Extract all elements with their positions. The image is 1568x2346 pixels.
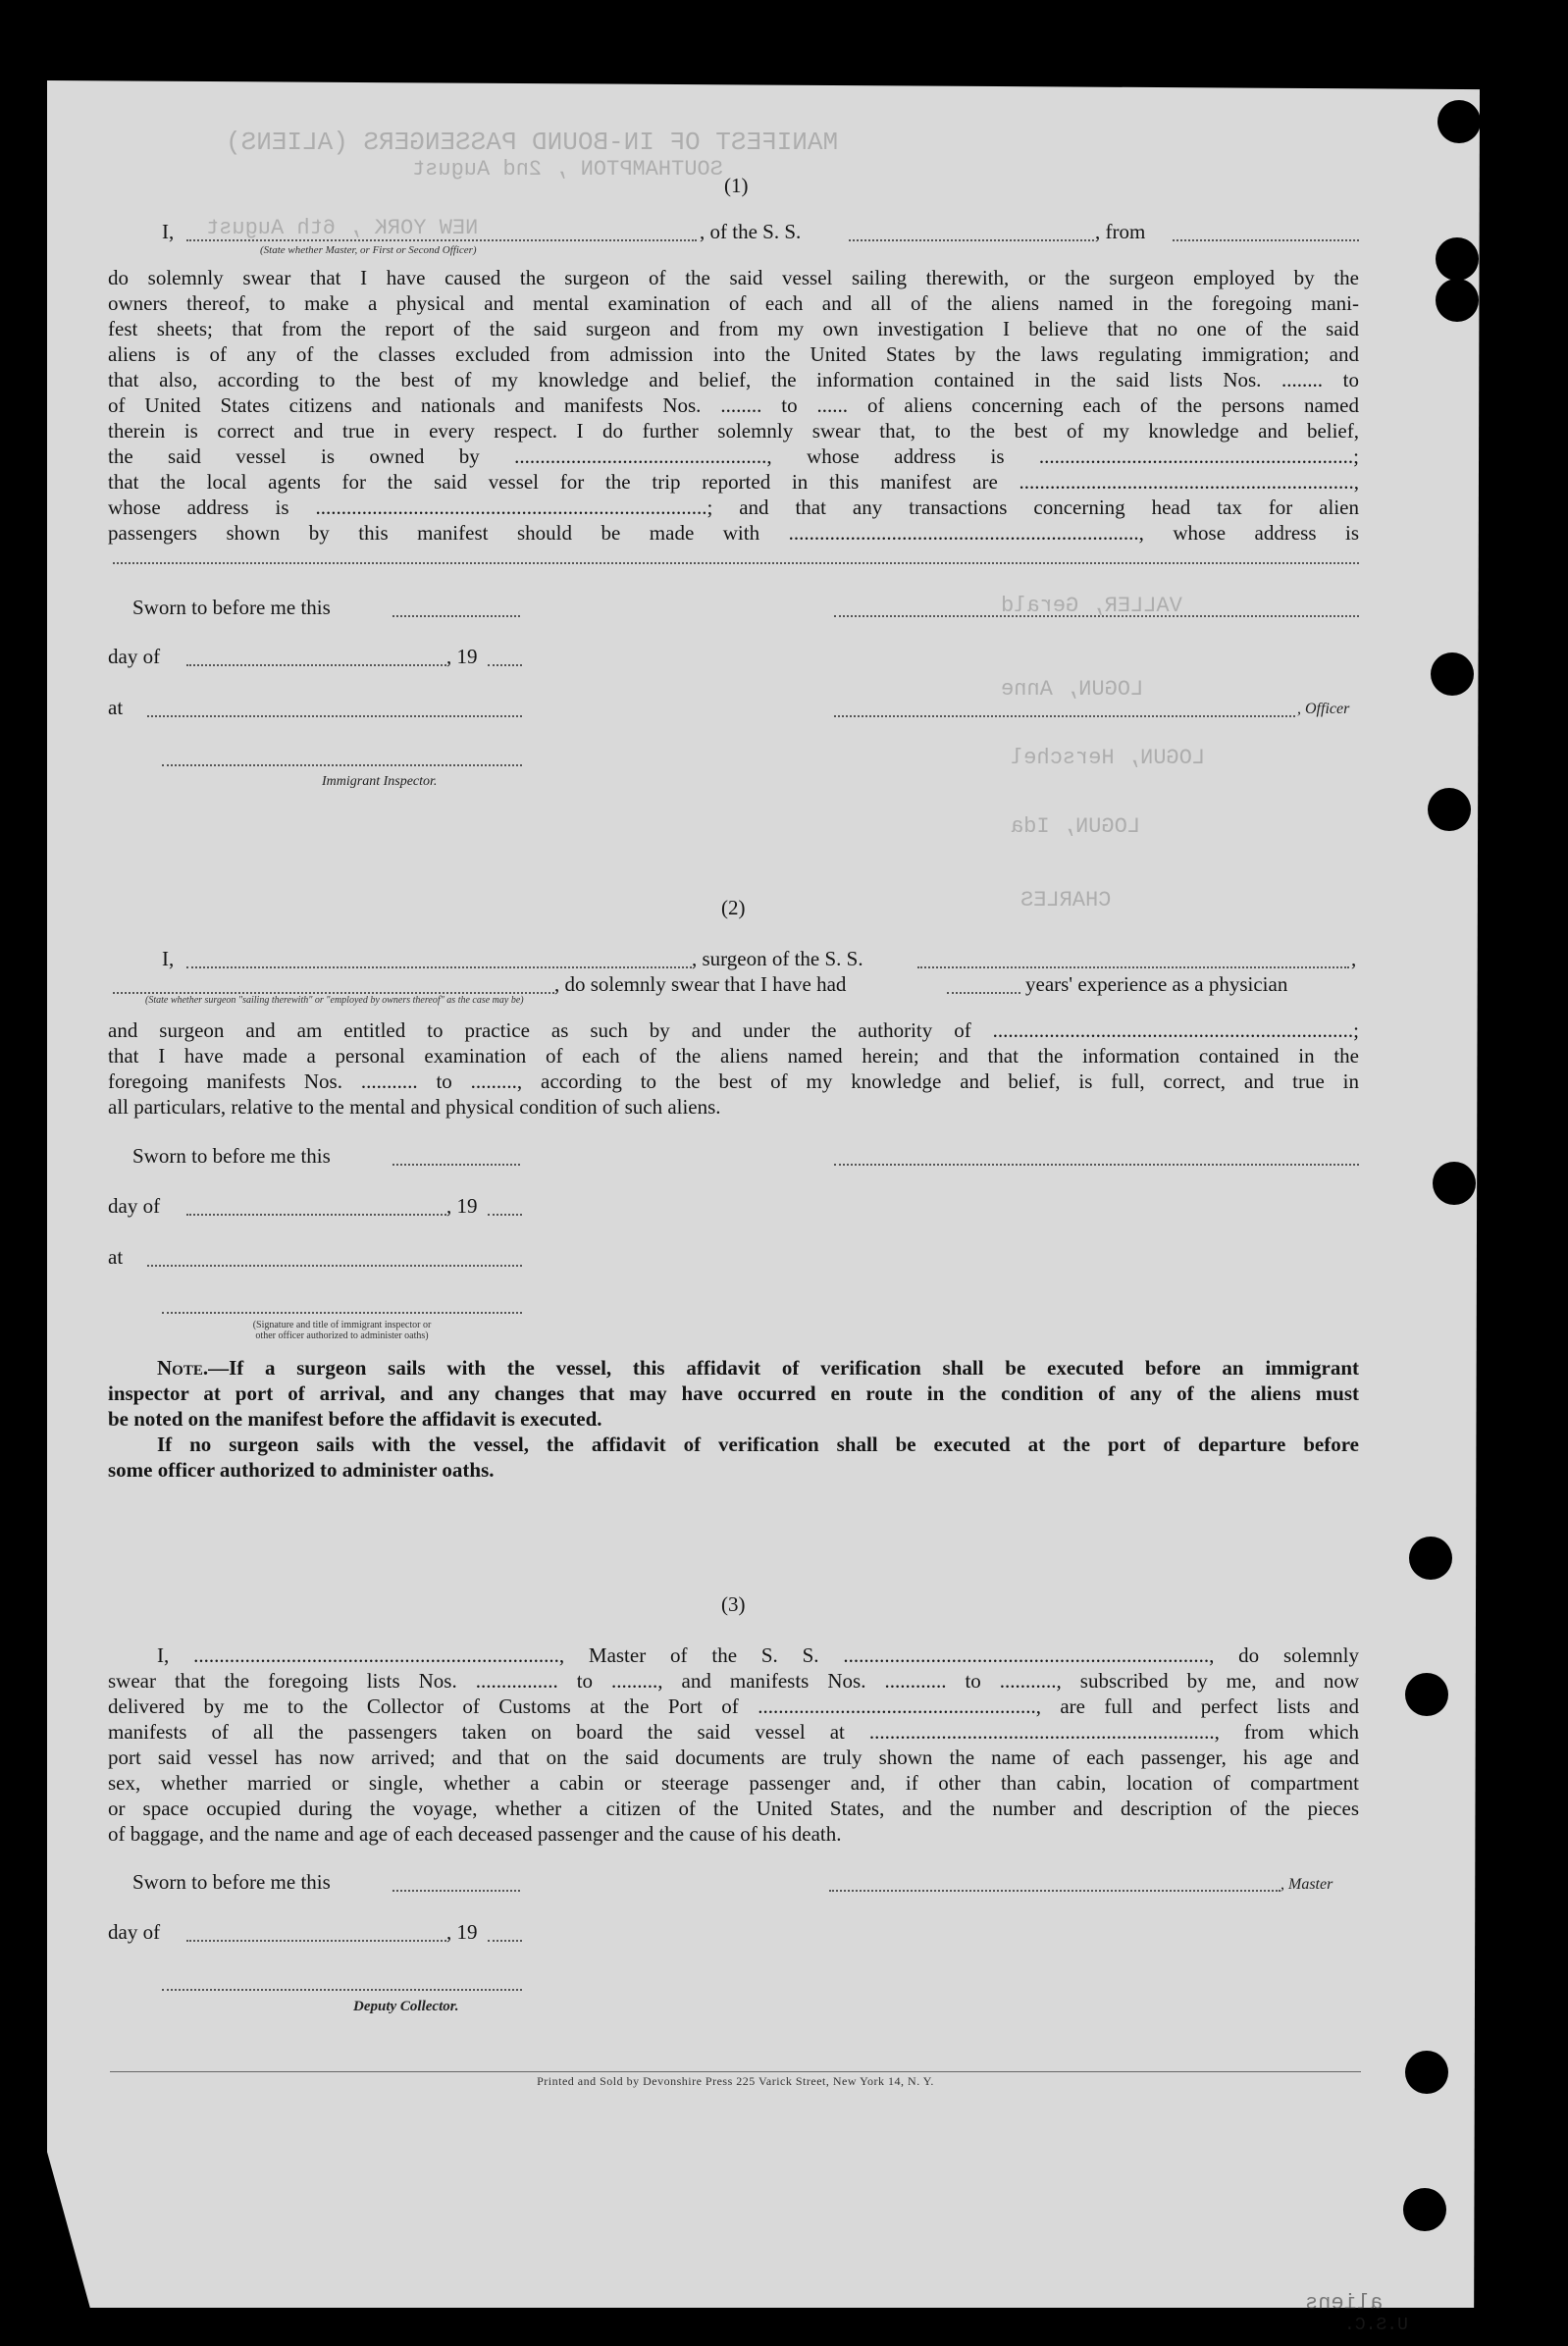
- punch-hole: [1405, 1673, 1448, 1716]
- sec2-sworn: Sworn to before me this: [132, 1144, 331, 1168]
- sec3-sworn: Sworn to before me this: [132, 1870, 331, 1894]
- sec2-year-blank: [488, 1214, 522, 1216]
- note-para-2: If no surgeon sails with the vessel, the affidavit of verification shall be executed at the port of departure before: [157, 1433, 1359, 1456]
- sec3-body-line: I, ......................................................................., Master of the S. S. ......................................................................., do solemnly: [157, 1643, 1359, 1667]
- sec1-nineteen: , 19: [446, 645, 478, 668]
- punch-hole: [1433, 1162, 1476, 1205]
- bleed-dest: NEW YORK , 6th August: [206, 216, 479, 240]
- sec1-body-line: aliens is of any of the classes excluded from admission into the United States by the laws regulating immigration; and: [108, 342, 1359, 366]
- sec2-sig-caption-1: (Signature and title of immigrant inspector or: [252, 1320, 432, 1330]
- sec2-surgeon-blank: [186, 966, 692, 968]
- sec1-body-line: that the local agents for the said vessel for the trip reported in this manifest are .................................................................,: [108, 470, 1359, 494]
- note-line: [108, 1355, 1359, 1381]
- sec1-body-line: owners thereof, to make a physical and mental examination of each and all of the aliens named in the foregoing mani-: [108, 291, 1359, 315]
- sec2-line1-end: ,: [1351, 947, 1357, 970]
- sec1-at-blank: [147, 715, 522, 717]
- sec3-body-line: swear that the foregoing lists Nos. ................ to ........., and manifests Nos. ............ to ..........., subscribed by me, and now: [108, 1669, 1359, 1693]
- sec1-day-blank: [186, 664, 446, 666]
- sec3-dayof: day of: [108, 1920, 161, 1944]
- sec3-body-line: delivered by me to the Collector of Customs at the Port of ......................................................, are full and perfect lists and: [108, 1694, 1359, 1718]
- bleed-header: MANIFEST OF IN-BOUND PASSENGERS (ALIENS): [226, 128, 839, 157]
- sec2-sig-caption-2: other officer authorized to administer oaths): [255, 1330, 429, 1341]
- bleed-name-5: CHARLES: [1020, 888, 1112, 912]
- bleed-name-1: VALLER, Gerald: [1001, 594, 1182, 618]
- note-line: inspector at port of arrival, and any changes that may have occurred en route in the condition of any of the aliens must: [108, 1382, 1359, 1405]
- sec1-sworn-blank: [392, 615, 520, 617]
- section-3-number: (3): [721, 1592, 746, 1616]
- sec1-ship-blank: [849, 239, 1094, 241]
- sec2-type-blank: [113, 992, 554, 994]
- sec1-caption: (State whether Master, or First or Second Officer): [260, 244, 477, 256]
- sec2-line1-ss: , surgeon of the S. S.: [692, 947, 863, 970]
- sec1-body-line: passengers shown by this manifest should be made with ...................................................................., whose address is: [108, 521, 1359, 545]
- sec1-dayof: day of: [108, 645, 161, 668]
- punch-hole: [1428, 788, 1471, 831]
- sec3-body-line: of baggage, and the name and age of each deceased passenger and the cause of his death.: [108, 1822, 842, 1846]
- punch-hole: [1436, 279, 1479, 322]
- punch-hole: [1403, 2188, 1446, 2231]
- sec2-dayof: day of: [108, 1194, 161, 1218]
- note-label: Note.: [157, 1356, 209, 1380]
- sec3-year-blank: [488, 1940, 522, 1942]
- bleed-name-4: LOGUN, Ida: [1011, 814, 1141, 839]
- sec1-line1-i: I,: [162, 220, 175, 243]
- punch-hole: [1436, 237, 1479, 281]
- sec1-line1-ss: , of the S. S.: [700, 220, 802, 243]
- sec3-sworn-blank: [392, 1890, 520, 1892]
- sec2-nineteen: , 19: [446, 1194, 478, 1218]
- punch-hole: [1437, 100, 1481, 143]
- sec3-nineteen: , 19: [446, 1920, 478, 1944]
- sec3-master-blank: [829, 1890, 1281, 1892]
- sec1-sworn: Sworn to before me this: [132, 596, 331, 619]
- sec1-body-line: do solemnly swear that I have caused the surgeon of the said vessel sailing therewith, or the surgeon employed by the: [108, 266, 1359, 289]
- punch-hole: [1405, 2051, 1448, 2094]
- sec1-body-line: that also, according to the best of my knowledge and belief, the information contained in the said lists Nos. ........ to: [108, 368, 1359, 391]
- sec2-sworn-blank: [392, 1164, 520, 1166]
- sec1-inspector: Immigrant Inspector.: [322, 774, 438, 789]
- sec2-body-line: that I have made a personal examination of each of the aliens named herein; and that the information contained in the: [108, 1044, 1359, 1068]
- sec2-line2-b: years' experience as a physician: [1025, 972, 1288, 996]
- sec2-at-blank: [147, 1265, 522, 1267]
- sec2-years-blank: [947, 992, 1020, 994]
- sec2-body-line: and surgeon and am entitled to practice as such by and under the authority of ......................................................................;: [108, 1018, 1359, 1042]
- bleed-corner-2: U.S.C.: [1344, 2316, 1408, 2335]
- note-line: be noted on the manifest before the affidavit is executed.: [108, 1407, 602, 1431]
- punch-hole: [1431, 652, 1474, 696]
- sec3-collector: Deputy Collector.: [353, 1999, 459, 2014]
- sec2-body-line: foregoing manifests Nos. ........... to ........., according to the best of my knowledge and belief, is full, correct, and true in: [108, 1069, 1359, 1093]
- sec1-signature-blank: [834, 615, 1359, 617]
- note-text: —If a surgeon sails with the vessel, this affidavit of verification shall be executed before an immigrant: [208, 1356, 1359, 1380]
- sec3-master: , Master: [1281, 1876, 1333, 1893]
- section-2-number: (2): [721, 896, 746, 919]
- sec2-body-line: all particulars, relative to the mental and physical condition of such aliens.: [108, 1095, 721, 1119]
- sec1-body-line: whose address is ............................................................................; and that any transactions concerning head tax for alien: [108, 495, 1359, 519]
- sec1-inspector-blank: [162, 764, 522, 766]
- sec1-from-blank: [1173, 239, 1359, 241]
- sec3-body-line: port said vessel has now arrived; and that on the said documents are truly shown the name of each passenger, his age and: [108, 1746, 1359, 1769]
- note-para-2: some officer authorized to administer oaths.: [108, 1458, 495, 1482]
- sec2-signature-blank: [834, 1164, 1359, 1166]
- sec2-caption: (State whether surgeon "sailing therewith" or "employed by owners thereof" as the case may be): [145, 995, 524, 1006]
- sec1-body-line: fest sheets; that from the report of the said surgeon and from my own investigation I believe that no one of the said: [108, 317, 1359, 340]
- sec1-officer: , Officer: [1297, 701, 1350, 717]
- sec3-body-line: manifests of all the passengers taken on board the said vessel at ..................................................................., from which: [108, 1720, 1359, 1744]
- printer-imprint: Printed and Sold by Devonshire Press 225 Varick Street, New York 14, N. Y.: [537, 2074, 934, 2088]
- bleed-corner-1: aliens: [1305, 2291, 1384, 2316]
- sec3-body-line: or space occupied during the voyage, whether a citizen of the United States, and the number and description of the pieces: [108, 1797, 1359, 1820]
- sec3-body-line: sex, whether married or single, whether a cabin or steerage passenger and, if other than cabin, location of compartment: [108, 1771, 1359, 1795]
- sec1-officer-sign-blank: [834, 715, 1295, 717]
- sec1-body-line: of United States citizens and nationals and manifests Nos. ........ to ...... of aliens concerning each of the persons named: [108, 393, 1359, 417]
- section-1-number: (1): [724, 174, 749, 197]
- sec1-at: at: [108, 696, 124, 719]
- bleed-port: SOUTHAMPTON , 2nd August: [412, 157, 723, 182]
- sec3-collector-blank: [162, 1989, 522, 1991]
- sec1-body-line: the said vessel is owned by ................................................., whose address is .............................................................;: [108, 444, 1359, 468]
- sec1-body-line: therein is correct and true in every respect. I do further solemnly swear that, to the best of my knowledge and belief,: [108, 419, 1359, 443]
- sec1-year-blank: [488, 664, 522, 666]
- sec2-day-blank: [186, 1214, 446, 1216]
- sec1-address-blank: [113, 562, 1359, 564]
- sec2-line1-i: I,: [162, 947, 175, 970]
- sec3-day-blank: [186, 1940, 446, 1942]
- sec1-line1-from: , from: [1095, 220, 1146, 243]
- sec2-line2-a: , do solemnly swear that I have had: [554, 972, 847, 996]
- bleed-name-3: LOGUN, Herschel: [1011, 746, 1206, 770]
- sec1-officer-blank: [186, 239, 697, 241]
- punch-hole: [1409, 1537, 1452, 1580]
- sec2-at: at: [108, 1245, 124, 1269]
- bleed-name-2: LOGUN, Anne: [1001, 677, 1144, 702]
- sec2-ship-blank: [917, 966, 1349, 968]
- sec2-sig-blank: [162, 1312, 522, 1314]
- footer-rule: [110, 2071, 1361, 2072]
